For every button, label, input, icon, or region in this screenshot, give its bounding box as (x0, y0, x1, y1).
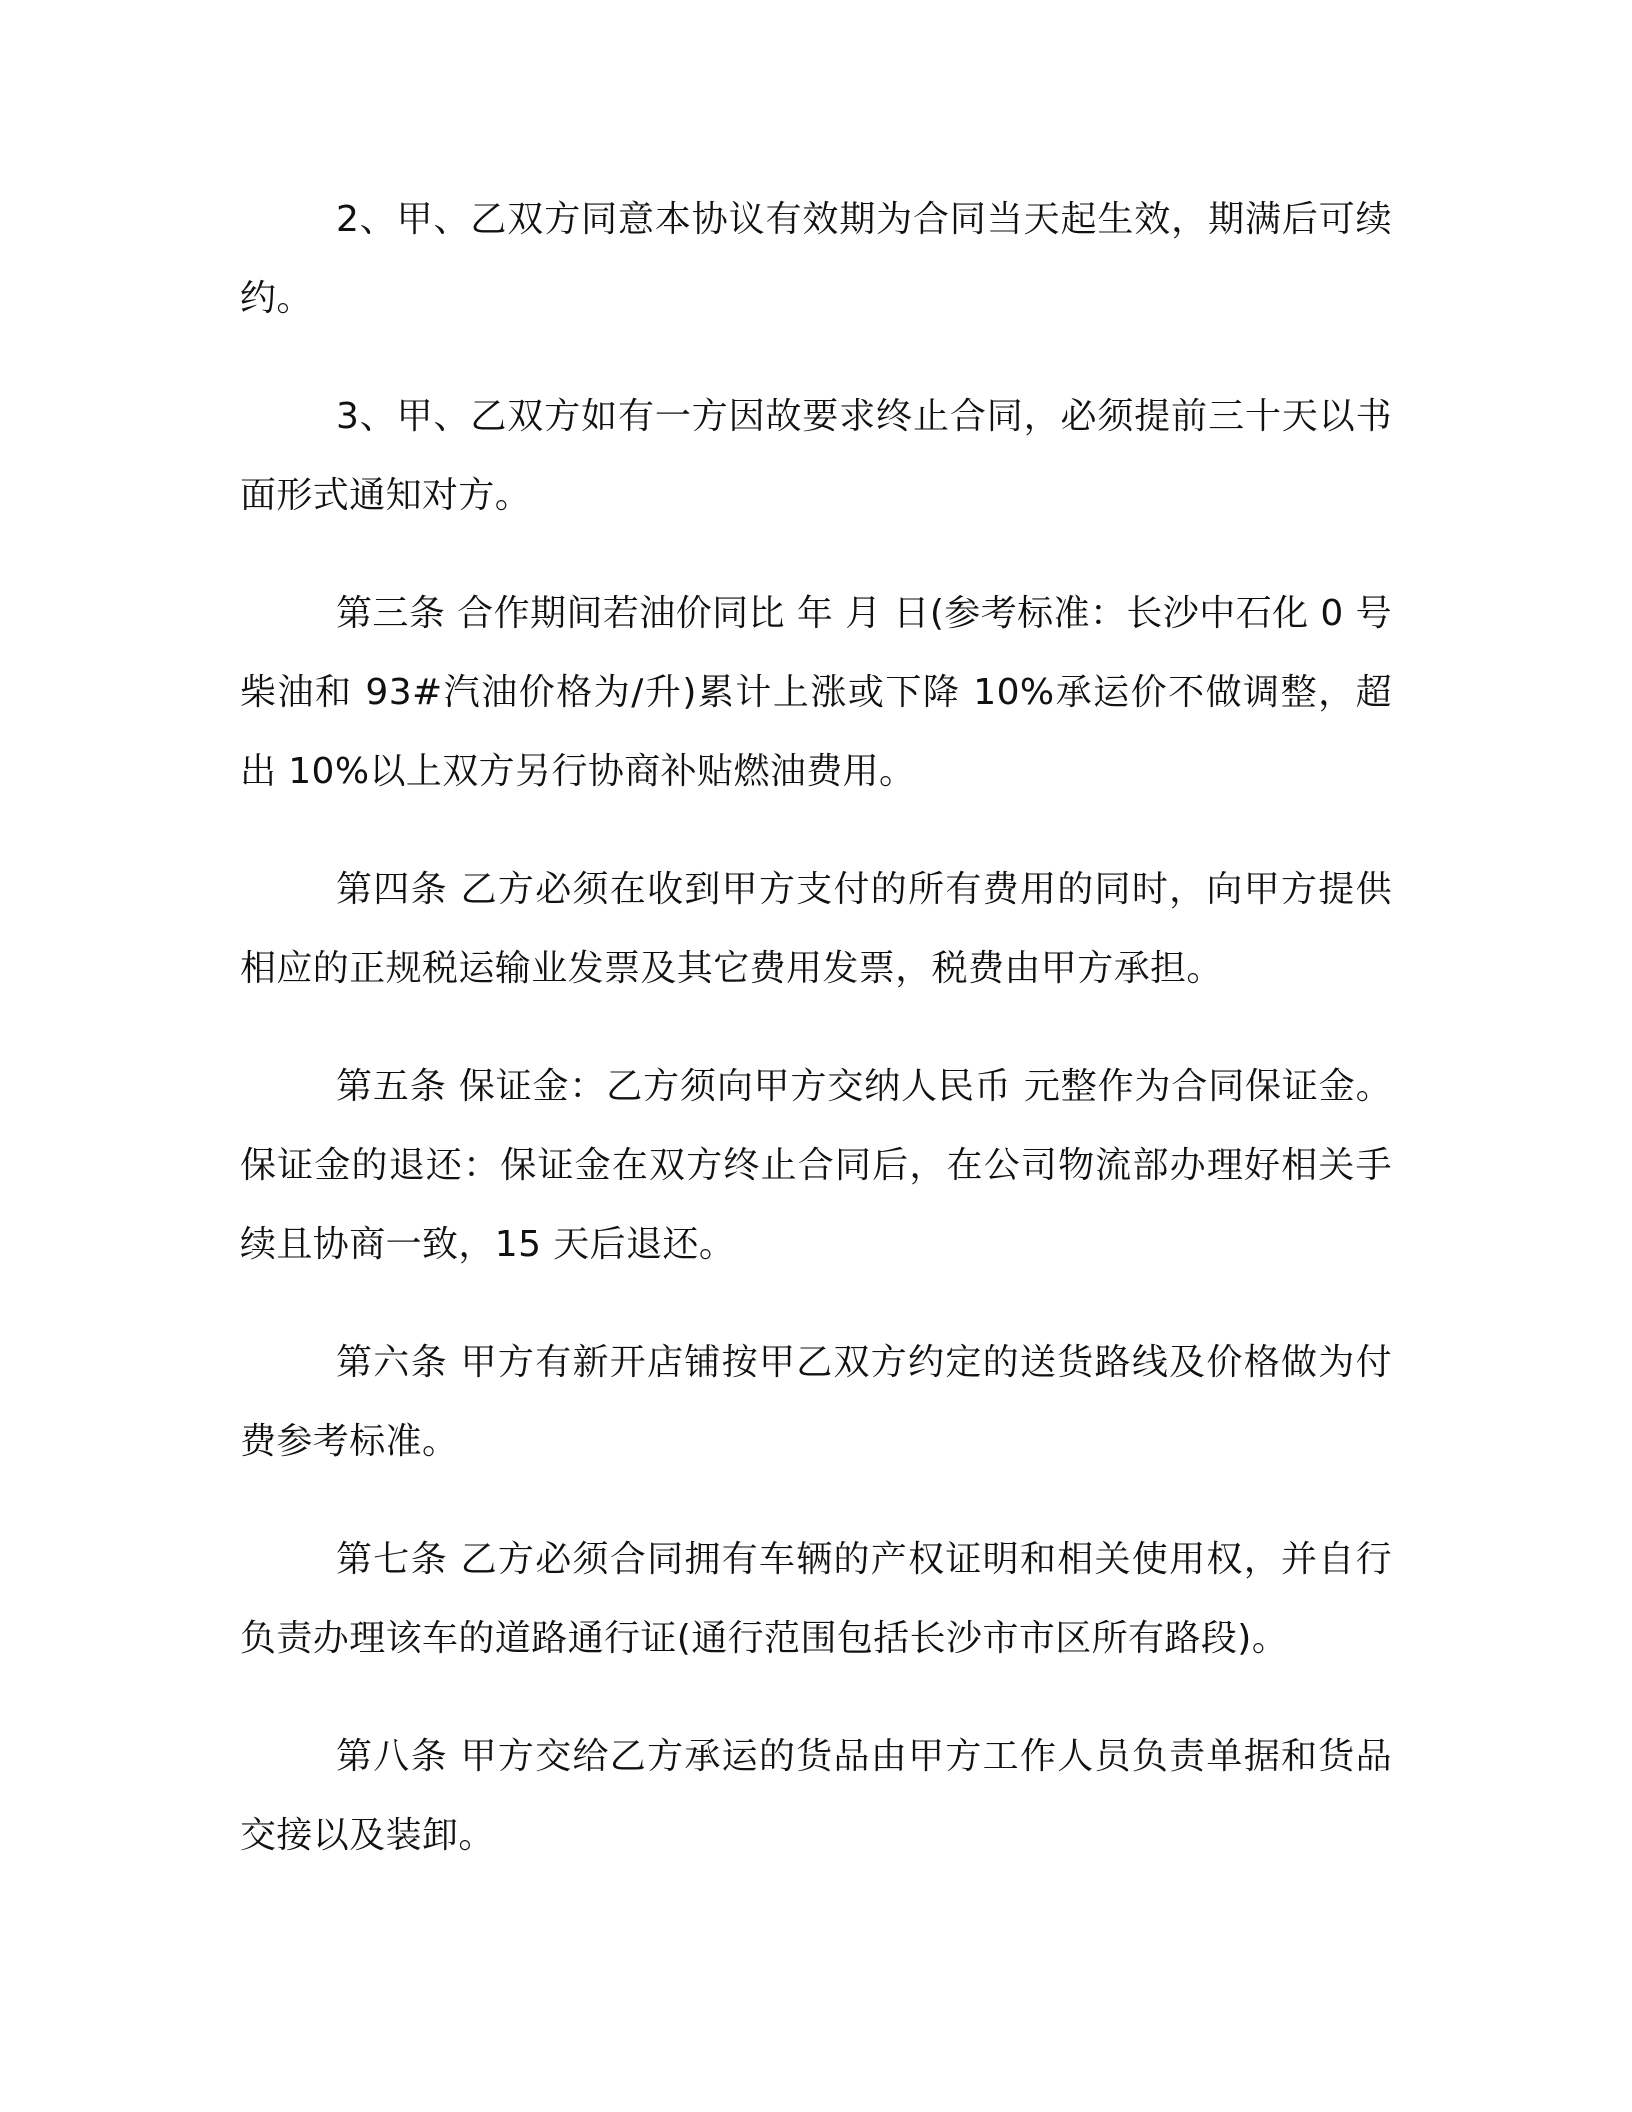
clause-termination-notice: 3、甲、乙双方如有一方因故要求终止合同，必须提前三十天以书面形式通知对方。 (240, 396, 1392, 516)
clause-validity-period: 2、甲、乙双方同意本协议有效期为合同当天起生效，期满后可续约。 (240, 199, 1392, 319)
document-body (240, 180, 1392, 1914)
article-3-fuel-price: 第三条 合作期间若油价同比 年 月 日(参考标准：长沙中石化 0 号柴油和 93#汽油价格为/升)累计上涨或下降 10%承运价不做调整，超出 10%以上双方另行协商补贴燃油费用。 (240, 593, 1392, 792)
article-6-new-stores: 第六条 甲方有新开店铺按甲乙双方约定的送货路线及价格做为付费参考标准。 (240, 1342, 1392, 1462)
article-4-invoices: 第四条 乙方必须在收到甲方支付的所有费用的同时，向甲方提供相应的正规税运输业发票及其它费用发票，税费由甲方承担。 (240, 869, 1392, 989)
article-5-deposit: 第五条 保证金：乙方须向甲方交纳人民币 元整作为合同保证金。保证金的退还：保证金在双方终止合同后，在公司物流部办理好相关手续且协商一致，15 天后退还。 (240, 1066, 1392, 1265)
article-7-vehicle-rights: 第七条 乙方必须合同拥有车辆的产权证明和相关使用权，并自行负责办理该车的道路通行证(通行范围包括长沙市市区所有路段)。 (240, 1539, 1392, 1659)
article-8-goods-handover: 第八条 甲方交给乙方承运的货品由甲方工作人员负责单据和货品交接以及装卸。 (240, 1736, 1392, 1856)
